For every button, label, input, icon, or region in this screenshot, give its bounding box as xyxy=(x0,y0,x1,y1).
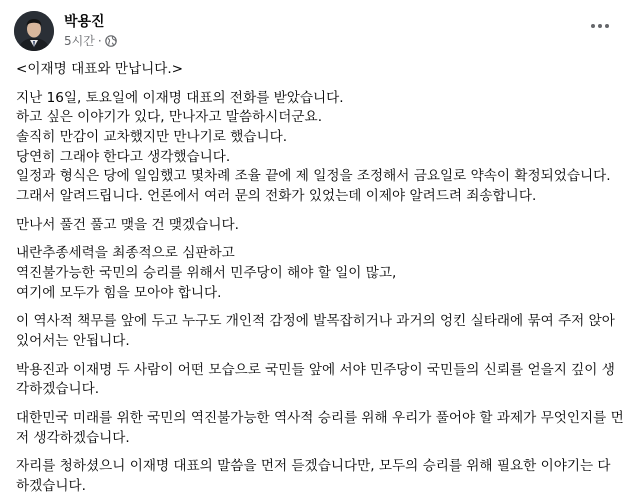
profile-photo-icon xyxy=(14,11,54,51)
post-text-line: 역진불가능한 국민의 승리를 위해서 민주당이 해야 할 일이 많고, xyxy=(16,264,397,281)
post-text-line: 박용진과 이재명 두 사람이 어떤 모습으로 국민들 앞에 서야 민주당이 국민들의 신뢰를 얻을지 깊이 생 xyxy=(16,361,615,378)
post-text-line: 있어서는 안됩니다. xyxy=(16,332,130,349)
separator-dot: · xyxy=(97,34,102,48)
post-meta xyxy=(64,13,117,49)
post-text-line: 저 생각하겠습니다. xyxy=(16,429,130,446)
post-paragraph xyxy=(16,409,624,448)
post-text-line: 하고 싶은 이야기가 있다, 만나자고 말씀하시더군요. xyxy=(16,109,323,126)
post-subline xyxy=(64,33,117,49)
post-text-line: 그래서 알려드립니다. 언론에서 여러 문의 전화가 있었는데 이제야 알려드려 죄송합니다. xyxy=(16,187,537,204)
post-text-line: 각하겠습니다. xyxy=(16,381,100,398)
post-text-line: 내란추종세력을 최종적으로 심판하고 xyxy=(16,245,235,262)
post-text-line: 이 역사적 책무를 앞에 두고 누구도 개인적 감정에 발목잡히거나 과거의 엉킨 실타래에 묶여 주저 앉아 xyxy=(16,313,615,330)
post-paragraph xyxy=(16,244,616,303)
post-paragraph xyxy=(16,361,616,400)
post-text-line: 대한민국 미래를 위한 국민의 역진불가능한 역사적 승리를 위해 우리가 풀어야 할 과제가 무엇인지를 먼 xyxy=(16,410,624,427)
post-text-line: <이재명 대표와 만납니다.> xyxy=(16,61,184,77)
post-paragraph xyxy=(16,216,616,236)
post-text-line: 당연히 그래야 한다고 생각했습니다. xyxy=(16,148,231,165)
more-options-icon[interactable] xyxy=(586,14,614,38)
post-paragraph xyxy=(16,60,616,80)
post-text-line: 자리를 청하셨으니 이재명 대표의 말씀을 먼저 듣겠습니다만, 모두의 승리를 위해 필요한 이야기는 다 xyxy=(16,458,611,475)
post-text-line: 일정과 형식은 당에 일임했고 몇차례 조율 끝에 제 일정을 조정해서 금요일로 약속이 확정되었습니다. xyxy=(16,168,611,185)
post-text-line: 하겠습니다. xyxy=(16,478,86,494)
post-text-line: 만나서 풀건 풀고 맺을 건 맺겠습니다. xyxy=(16,216,239,233)
post-header xyxy=(14,11,117,51)
avatar[interactable] xyxy=(14,11,54,51)
author-name[interactable]: 박용진 xyxy=(64,14,105,30)
post-body xyxy=(16,60,624,500)
post-paragraph xyxy=(16,312,616,351)
post-paragraph xyxy=(16,457,616,496)
post-text-line: 여기에 모두가 힘을 모아야 합니다. xyxy=(16,284,222,301)
post-text-line: 지난 16일, 토요일에 이재명 대표의 전화를 받았습니다. xyxy=(16,89,344,106)
post-timestamp[interactable]: 5시간 xyxy=(64,34,95,48)
globe-icon[interactable] xyxy=(105,35,117,47)
post-text-line: 솔직히 만감이 교차했지만 만나기로 했습니다. xyxy=(16,128,288,145)
post-paragraph xyxy=(16,89,616,207)
